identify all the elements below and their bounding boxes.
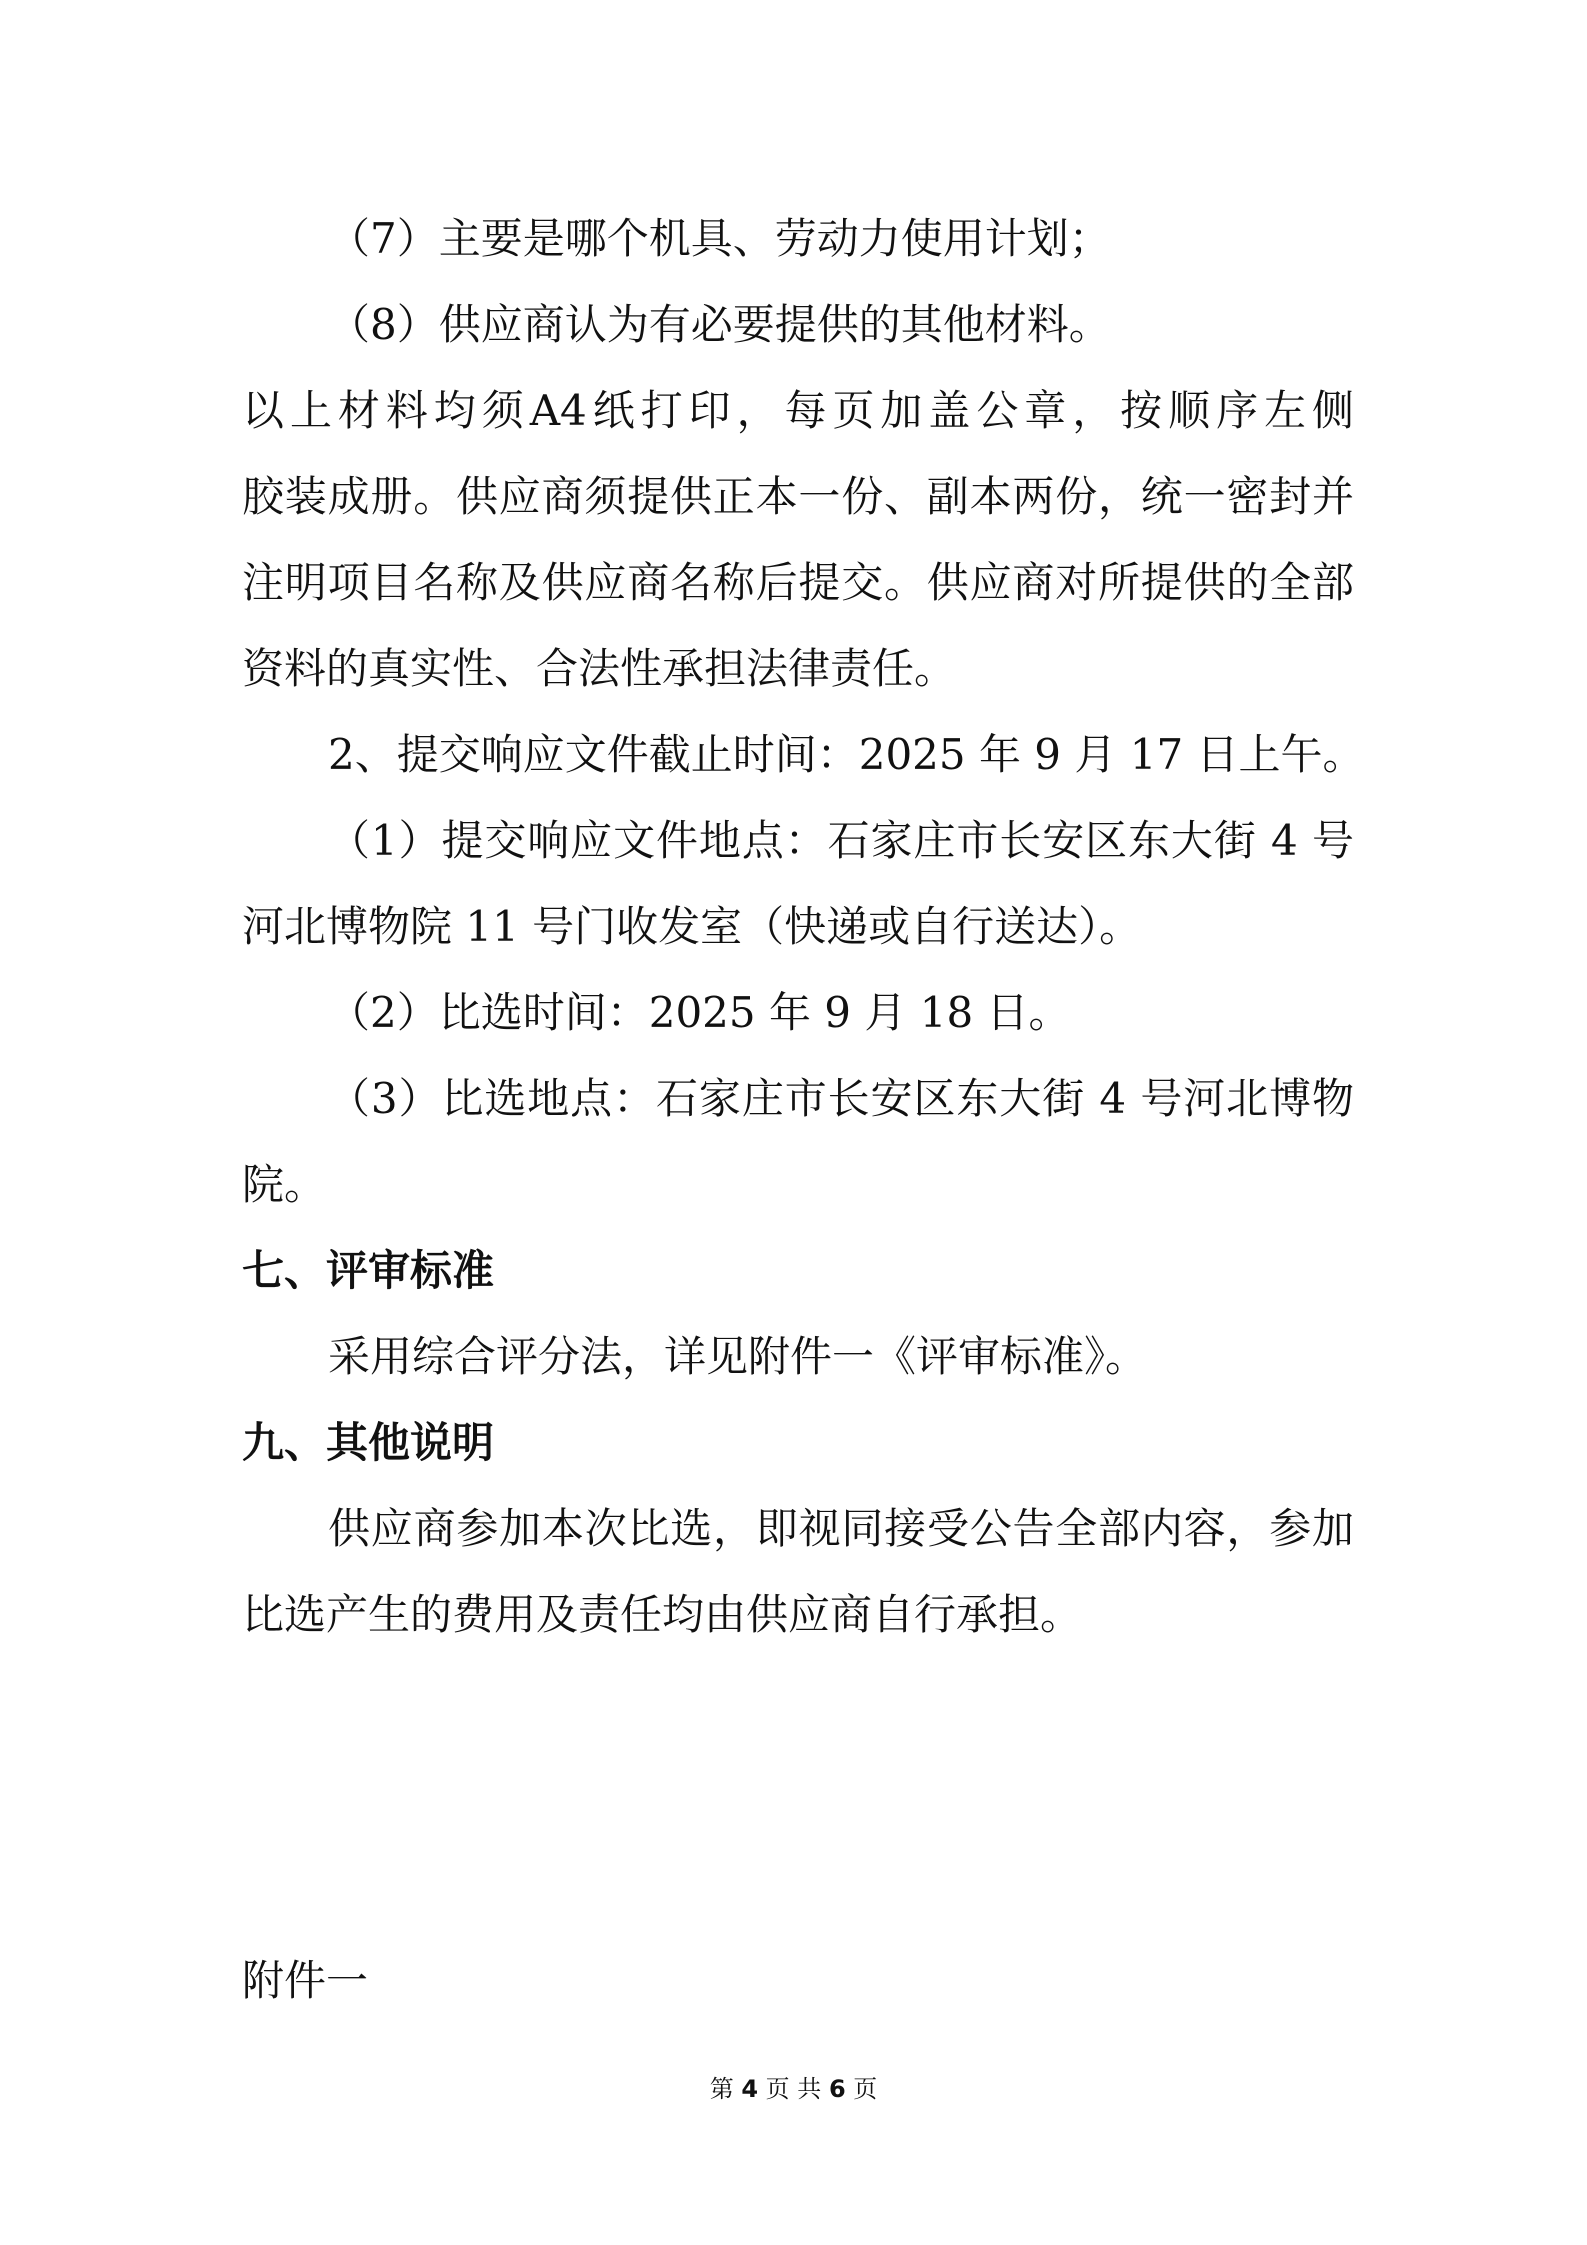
other-notes-line-2: 比选产生的费用及责任均由供应商自行承担。 xyxy=(242,1590,1083,1639)
selection-location-line-1: （3）比选地点：石家庄市长安区东大街 4 号河北博物 xyxy=(328,1074,1354,1123)
materials-paragraph-line-4: 资料的真实性、合法性承担法律责任。 xyxy=(242,644,957,693)
materials-paragraph-line-3: 注明项目名称及供应商名称后提交。供应商对所提供的全部 xyxy=(242,558,1354,607)
section-heading-other-notes: 九、其他说明 xyxy=(242,1418,495,1467)
footer-middle: 页 共 xyxy=(765,2075,822,2103)
other-notes-line-1: 供应商参加本次比选，即视同接受公告全部内容，参加 xyxy=(328,1504,1354,1553)
section-heading-review-standard: 七、评审标准 xyxy=(242,1246,495,1295)
footer-suffix: 页 xyxy=(853,2075,878,2103)
selection-location-line-2: 院。 xyxy=(242,1160,327,1209)
footer-prefix: 第 xyxy=(709,2075,734,2103)
review-standard-text: 采用综合评分法，详见附件一《评审标准》。 xyxy=(328,1332,1148,1381)
selection-time-line: （2）比选时间：2025 年 9 月 18 日。 xyxy=(328,988,1071,1037)
page-footer xyxy=(0,2077,1587,2101)
materials-paragraph-line-1: 以上材料均须A4纸打印，每页加盖公章，按顺序左侧 xyxy=(242,386,1354,435)
item-8-line: （8）供应商认为有必要提供的其他材料。 xyxy=(328,300,1111,349)
item-7-line: （7）主要是哪个机具、劳动力使用计划； xyxy=(328,214,1111,263)
footer-current-page: 4 xyxy=(741,2075,759,2103)
location-line-2: 河北博物院 11 号门收发室（快递或自行送达）。 xyxy=(242,902,1142,951)
deadline-line: 2、提交响应文件截止时间：2025 年 9 月 17 日上午。 xyxy=(328,730,1365,779)
location-line-1: （1）提交响应文件地点：石家庄市长安区东大街 4 号 xyxy=(328,816,1354,865)
materials-paragraph-line-2: 胶装成册。供应商须提供正本一份、副本两份，统一密封并 xyxy=(242,472,1354,521)
footer-total-pages: 6 xyxy=(828,2075,846,2103)
attachment-label: 附件一 xyxy=(242,1956,369,2005)
